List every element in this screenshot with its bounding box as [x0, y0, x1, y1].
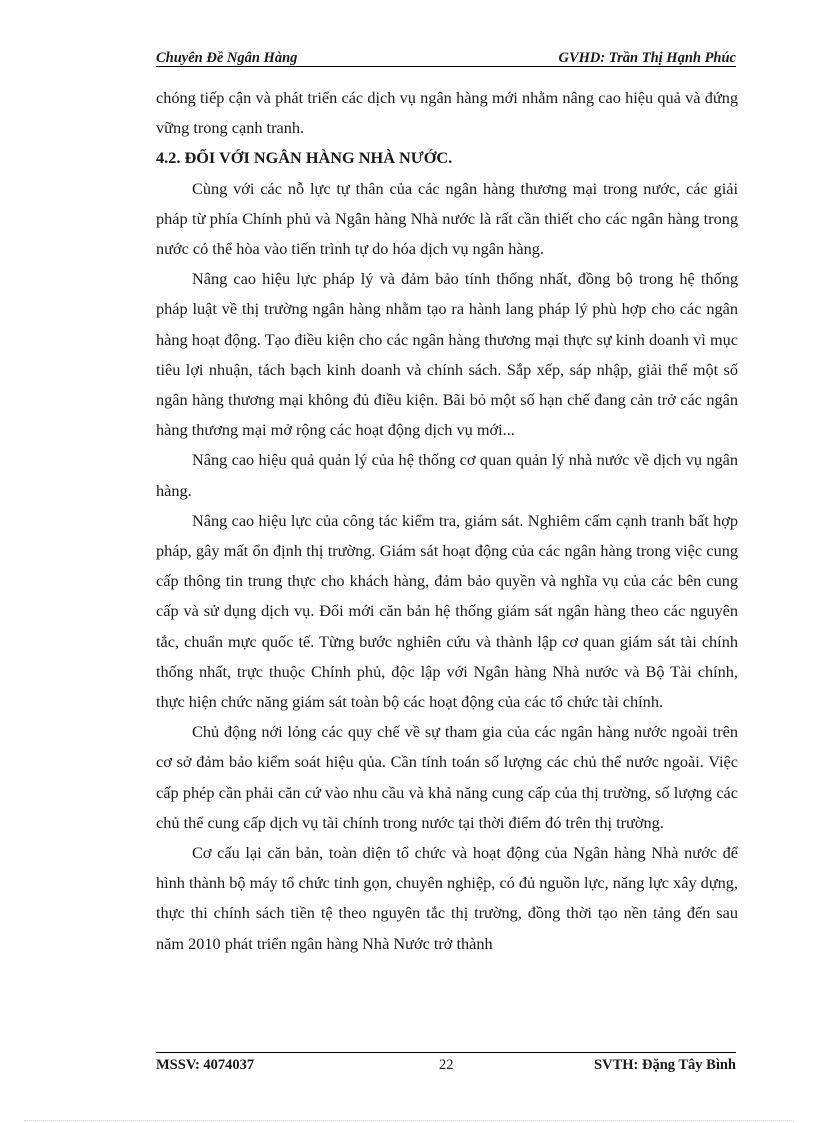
footer-student-name: SVTH: Đặng Tây Bình [594, 1057, 736, 1073]
footer-student-id: MSSV: 4074037 [156, 1057, 255, 1073]
page-footer [156, 1052, 736, 1073]
paragraph: Nâng cao hiệu quả quản lý của hệ thống cơ quan quản lý nhà nước về dịch vụ ngân hàng. [156, 450, 738, 500]
paragraph: Nâng cao hiệu lực pháp lý và đảm bảo tính thống nhất, đồng bộ trong hệ thống pháp luật về thị trường ngân hàng nhằm tạo ra hành lang pháp lý phù hợp cho các ngân hàng hoạt động. Tạo điều kiện cho các ngân hàng thương mại thực sự kinh doanh vì mục tiêu lợi nhuận, tách bạch kinh doanh và chính sách. Sắp xếp, sáp nhập, giải thể một số ngân hàng thương mại không đủ điều kiện. Bãi bỏ một số hạn chế đang cản trở các ngân hàng thương mại mở rộng các hoạt động dịch vụ mới... [156, 269, 738, 440]
paragraph-continued: chóng tiếp cận và phát triển các dịch vụ ngân hàng mới nhằm nâng cao hiệu quả và đứng vững trong cạnh tranh. [156, 88, 738, 138]
paragraph: Nâng cao hiệu lực của công tác kiểm tra, giám sát. Nghiêm cấm cạnh tranh bất hợp pháp, gây mất ổn định thị trường. Giám sát hoạt động của các ngân hàng trong việc cung cấp thông tin trung thực cho khách hàng, đảm bảo quyền và nghĩa vụ của các bên cung cấp và sử dụng dịch vụ. Đổi mới căn bản hệ thống giám sát ngân hàng theo các nguyên tắc, chuẩn mực quốc tế. Từng bước nghiên cứu và thành lập cơ quan giám sát tài chính thống nhất, trực thuộc Chính phủ, độc lập với Ngân hàng Nhà nước và Bộ Tài chính, thực hiện chức năng giám sát toàn bộ các hoạt động của các tổ chức tài chính. [156, 510, 738, 712]
header-topic: Chuyên Đề Ngân Hàng [156, 50, 298, 66]
paragraph: Cùng với các nỗ lực tự thân của các ngân hàng thương mại trong nước, các giải pháp từ phía Chính phủ và Ngân hàng Nhà nước là rất cần thiết cho các ngân hàng trong nước có thể hòa vào tiến trình tự do hóa dịch vụ ngân hàng. [156, 178, 738, 259]
section-heading: 4.2. ĐỐI VỚI NGÂN HÀNG NHÀ NƯỚC. [156, 148, 453, 168]
page-header [156, 48, 736, 67]
page-number: 22 [439, 1057, 454, 1073]
paragraph: Cơ cấu lại căn bản, toàn diện tổ chức và hoạt động của Ngân hàng Nhà nước để hình thành bộ máy tổ chức tinh gọn, chuyên nghiệp, có đủ nguồn lực, năng lực xây dựng, thực thi chính sách tiền tệ theo nguyên tắc thị trường, đồng thời tạo nền tảng đến sau năm 2010 phát triển ngân hàng Nhà Nước trở thành [156, 843, 738, 953]
page-edge-divider [24, 1120, 794, 1121]
page-body [156, 83, 738, 959]
header-advisor: GVHD: Trần Thị Hạnh Phúc [558, 50, 736, 66]
paragraph: Chủ động nới lỏng các quy chế về sự tham gia của các ngân hàng nước ngoài trên cơ sở đảm bảo kiểm soát hiệu qủa. Cần tính toán số lượng các chủ thể nước ngoài. Việc cấp phép cần phải căn cứ vào nhu cầu và khả năng cung cấp của thị trường, số lượng các chủ thể cung cấp dịch vụ tài chính trong nước tại thời điểm đó trên thị trường. [156, 722, 738, 832]
